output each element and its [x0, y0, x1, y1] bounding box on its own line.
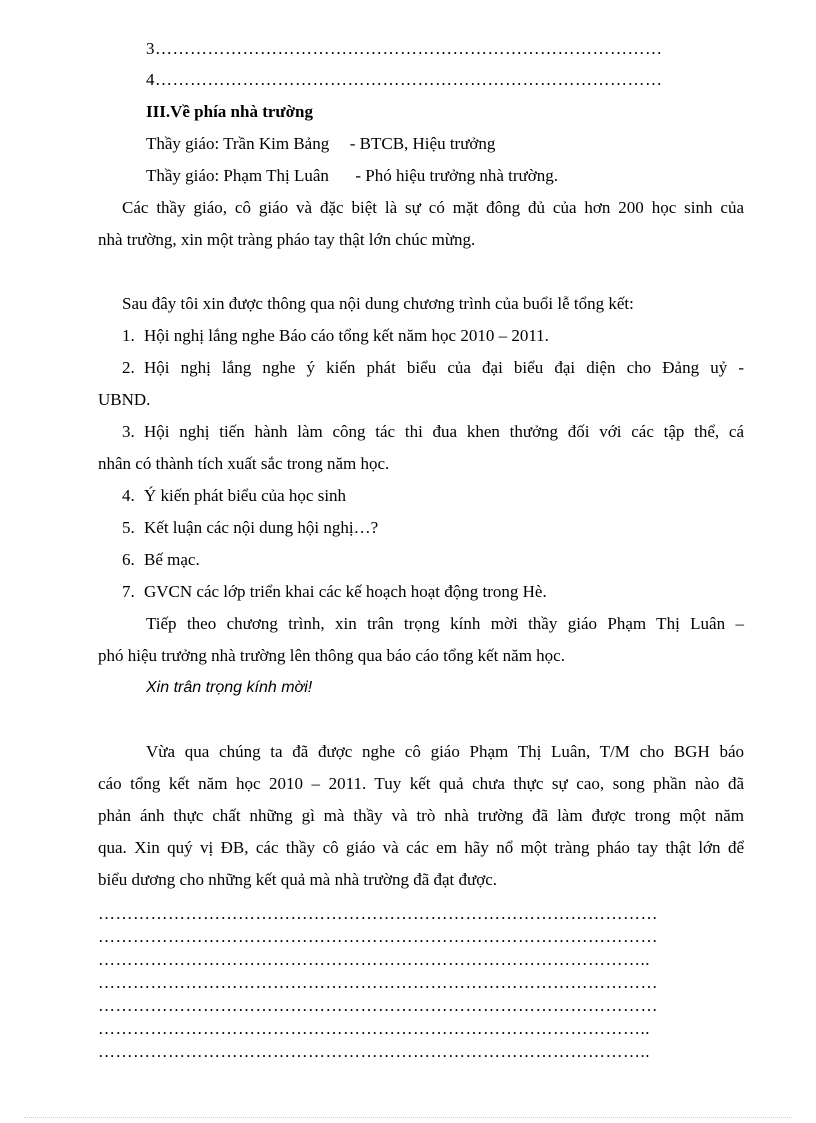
- program-intro: Sau đây tôi xin được thông qua nội dung chương trình của buổi lễ tổng kết:: [122, 294, 634, 313]
- person-role: - BTCB, Hiệu trưởng: [349, 134, 496, 153]
- program-item-text: Ý kiến phát biểu của học sinh: [144, 486, 347, 505]
- dotted-line: ……………………………………………………………………………………: [98, 927, 658, 946]
- page-bottom-divider: [24, 1117, 792, 1118]
- welcome-paragraph-line: nhà trường, xin một tràng pháo tay thật lớn chúc mừng.: [98, 230, 476, 249]
- program-item: [122, 582, 547, 602]
- dotted-line: ……………………………………………………………………………………: [98, 904, 658, 923]
- program-item-text: Bế mạc.: [144, 550, 200, 569]
- dotted-line: ……………………………………………………………………………………: [98, 996, 658, 1015]
- dotted-line: …………………………………………………………………………………..: [98, 1042, 650, 1061]
- program-item-number: 4.: [122, 486, 135, 505]
- person-name: Thầy giáo: Phạm Thị Luân: [146, 166, 329, 185]
- program-item-continuation: UBND.: [98, 390, 151, 409]
- program-item-text: Hội nghị lắng nghe ý kiến phát biểu của đại biểu đại diện cho Đảng uỷ -: [144, 358, 744, 377]
- program-item-text: Hội nghị tiến hành làm công tác thi đua khen thưởng đối với các tập thể, cá: [144, 422, 744, 441]
- program-item-number: 5.: [122, 518, 135, 537]
- invite-paragraph-line: Tiếp theo chương trình, xin trân trọng kính mời thầy giáo Phạm Thị Luân –: [146, 614, 744, 633]
- program-item-text: GVCN các lớp triển khai các kế hoạch hoạt động trong Hè.: [144, 582, 547, 601]
- summary-paragraph-line: phản ánh thực chất những gì mà thầy và trò nhà trường đã làm được trong một năm: [98, 806, 744, 825]
- program-item: [122, 326, 549, 346]
- program-item-text: Hội nghị lắng nghe Báo cáo tổng kết năm học 2010 – 2011.: [144, 326, 549, 345]
- program-item: [122, 550, 200, 570]
- welcome-paragraph-line: Các thầy giáo, cô giáo và đặc biệt là sự có mặt đông đủ của hơn 200 học sinh của: [122, 198, 744, 217]
- program-item-number: 6.: [122, 550, 135, 569]
- dotted-line: …………………………………………………………………………………..: [98, 950, 650, 969]
- invite-paragraph-line: phó hiệu trưởng nhà trường lên thông qua báo cáo tổng kết năm học.: [98, 646, 565, 665]
- program-item-number: 3.: [122, 422, 135, 441]
- section-heading: III.Về phía nhà trường: [146, 102, 313, 121]
- dotted-line: …………………………………………………………………………………..: [98, 1019, 650, 1038]
- person-name: Thầy giáo: Trần Kim Bảng: [146, 134, 330, 153]
- program-item: [122, 422, 744, 442]
- invite-closing: Xin trân trọng kính mời!: [146, 679, 313, 696]
- person-row: [146, 134, 495, 154]
- program-item: [122, 518, 378, 538]
- list-item-3: 3……………………………………………………………………………: [146, 39, 663, 58]
- person-role: - Phó hiệu trưởng nhà trường.: [355, 166, 558, 185]
- dotted-line: ……………………………………………………………………………………: [98, 973, 658, 992]
- program-item: [122, 358, 744, 378]
- program-item-number: 1.: [122, 326, 135, 345]
- list-item-4: 4……………………………………………………………………………: [146, 70, 663, 89]
- summary-paragraph-line: Vừa qua chúng ta đã được nghe cô giáo Phạm Thị Luân, T/M cho BGH báo: [146, 742, 744, 761]
- person-row: [146, 166, 558, 186]
- program-item-number: 2.: [122, 358, 135, 377]
- summary-paragraph-line: qua. Xin quý vị ĐB, các thầy cô giáo và các em hãy nổ một tràng pháo tay thật lớn để: [98, 838, 744, 857]
- program-item-text: Kết luận các nội dung hội nghị…?: [144, 518, 379, 537]
- program-item-continuation: nhân có thành tích xuất sắc trong năm học.: [98, 454, 390, 473]
- program-item: [122, 486, 346, 506]
- summary-paragraph-line: cáo tổng kết năm học 2010 – 2011. Tuy kết quả chưa thực sự cao, song phần nào đã: [98, 774, 744, 793]
- summary-paragraph-line: biểu dương cho những kết quả mà nhà trường đã đạt được.: [98, 870, 498, 889]
- program-item-number: 7.: [122, 582, 135, 601]
